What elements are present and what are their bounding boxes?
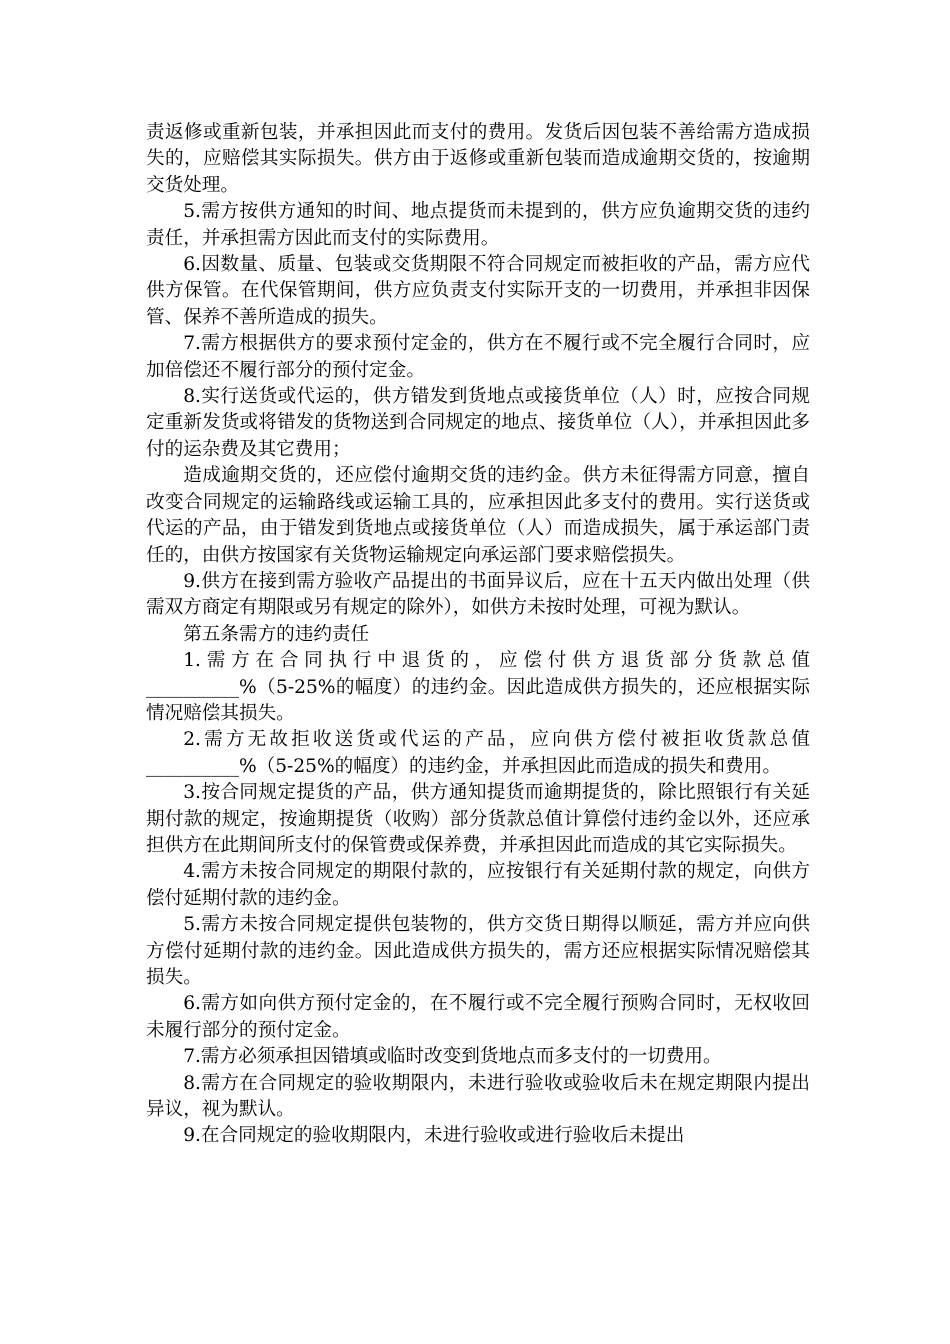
section-heading-article-5: 第五条需方的违约责任 bbox=[183, 623, 370, 645]
paragraph-buyer-item-4: 4.需方未按合同规定的期限付款的，应按银行有关延期付款的规定，向供方偿付延期付款的违约金。 bbox=[146, 861, 810, 909]
paragraph-item-5: 5.需方按供方通知的时间、地点提货而未提到的，供方应负逾期交货的违约责任，并承担需方因此而支付的实际费用。 bbox=[146, 201, 810, 249]
document-body bbox=[146, 120, 810, 1150]
paragraph-buyer-item-1: 1.需方在合同执行中退货的，应偿付供方退货部分货款总值__________%（5-25%的幅度）的违约金。因此造成供方损失的，还应根据实际情况赔偿其损失。 bbox=[146, 650, 810, 724]
paragraph-item-7: 7.需方根据供方的要求预付定金的，供方在不履行或不完全履行合同时，应加倍偿还不履行部分的预付定金。 bbox=[146, 333, 810, 381]
paragraph-buyer-item-9: 9.在合同规定的验收期限内，未进行验收或进行验收后未提出 bbox=[183, 1125, 685, 1147]
paragraph-item-6: 6.因数量、质量、包装或交货期限不符合同规定而被拒收的产品，需方应代供方保管。在代保管期间，供方应负责支付实际开支的一切费用，并承担非因保管、保养不善所造成的损失。 bbox=[146, 254, 810, 328]
paragraph-item-8: 8.实行送货或代运的，供方错发到货地点或接货单位（人）时，应按合同规定重新发货或将错发的货物送到合同规定的地点、接货单位（人），并承担因此多付的运杂费及其它费用； bbox=[146, 386, 810, 460]
paragraph-buyer-item-6: 6.需方如向供方预付定金的，在不履行或不完全履行预购合同时，无权收回未履行部分的预付定金。 bbox=[146, 993, 810, 1041]
paragraph-item-8-continued: 造成逾期交货的，还应偿付逾期交货的违约金。供方未征得需方同意，擅自改变合同规定的运输路线或运输工具的，应承担因此多支付的费用。实行送货或代运的产品，由于错发到货地点或接货单位（人）而造成损失，属于承运部门责任的，由供方按国家有关货物运输规定向承运部门要求赔偿损失。 bbox=[146, 465, 810, 566]
paragraph-buyer-item-5: 5.需方未按合同规定提供包装物的，供方交货日期得以顺延，需方并应向供方偿付延期付款的违约金。因此造成供方损失的，需方还应根据实际情况赔偿其损失。 bbox=[146, 914, 810, 988]
paragraph-buyer-item-3: 3.按合同规定提货的产品，供方通知提货而逾期提货的，除比照银行有关延期付款的规定，按逾期提货（收购）部分货款总值计算偿付违约金以外，还应承担供方在此期间所支付的保管费或保养费，并承担因此而造成的其它实际损失。 bbox=[146, 782, 810, 856]
paragraph-buyer-item-8: 8.需方在合同规定的验收期限内，未进行验收或验收后未在规定期限内提出异议，视为默认。 bbox=[146, 1072, 810, 1121]
paragraph-buyer-item-2: 2.需方无故拒收送货或代运的产品，应向供方偿付被拒收货款总值__________%（5-25%的幅度）的违约金，并承担因此而造成的损失和费用。 bbox=[146, 729, 810, 777]
paragraph-continuation: 责返修或重新包装，并承担因此而支付的费用。发货后因包装不善给需方造成损失的，应赔偿其实际损失。供方由于返修或重新包装而造成逾期交货的，按逾期交货处理。 bbox=[146, 122, 810, 196]
paragraph-item-9: 9.供方在接到需方验收产品提出的书面异议后，应在十五天内做出处理（供需双方商定有期限或另有规定的除外），如供方未按时处理，可视为默认。 bbox=[146, 570, 810, 619]
paragraph-buyer-item-7: 7.需方必须承担因错填或临时改变到货地点而多支付的一切费用。 bbox=[183, 1046, 722, 1068]
